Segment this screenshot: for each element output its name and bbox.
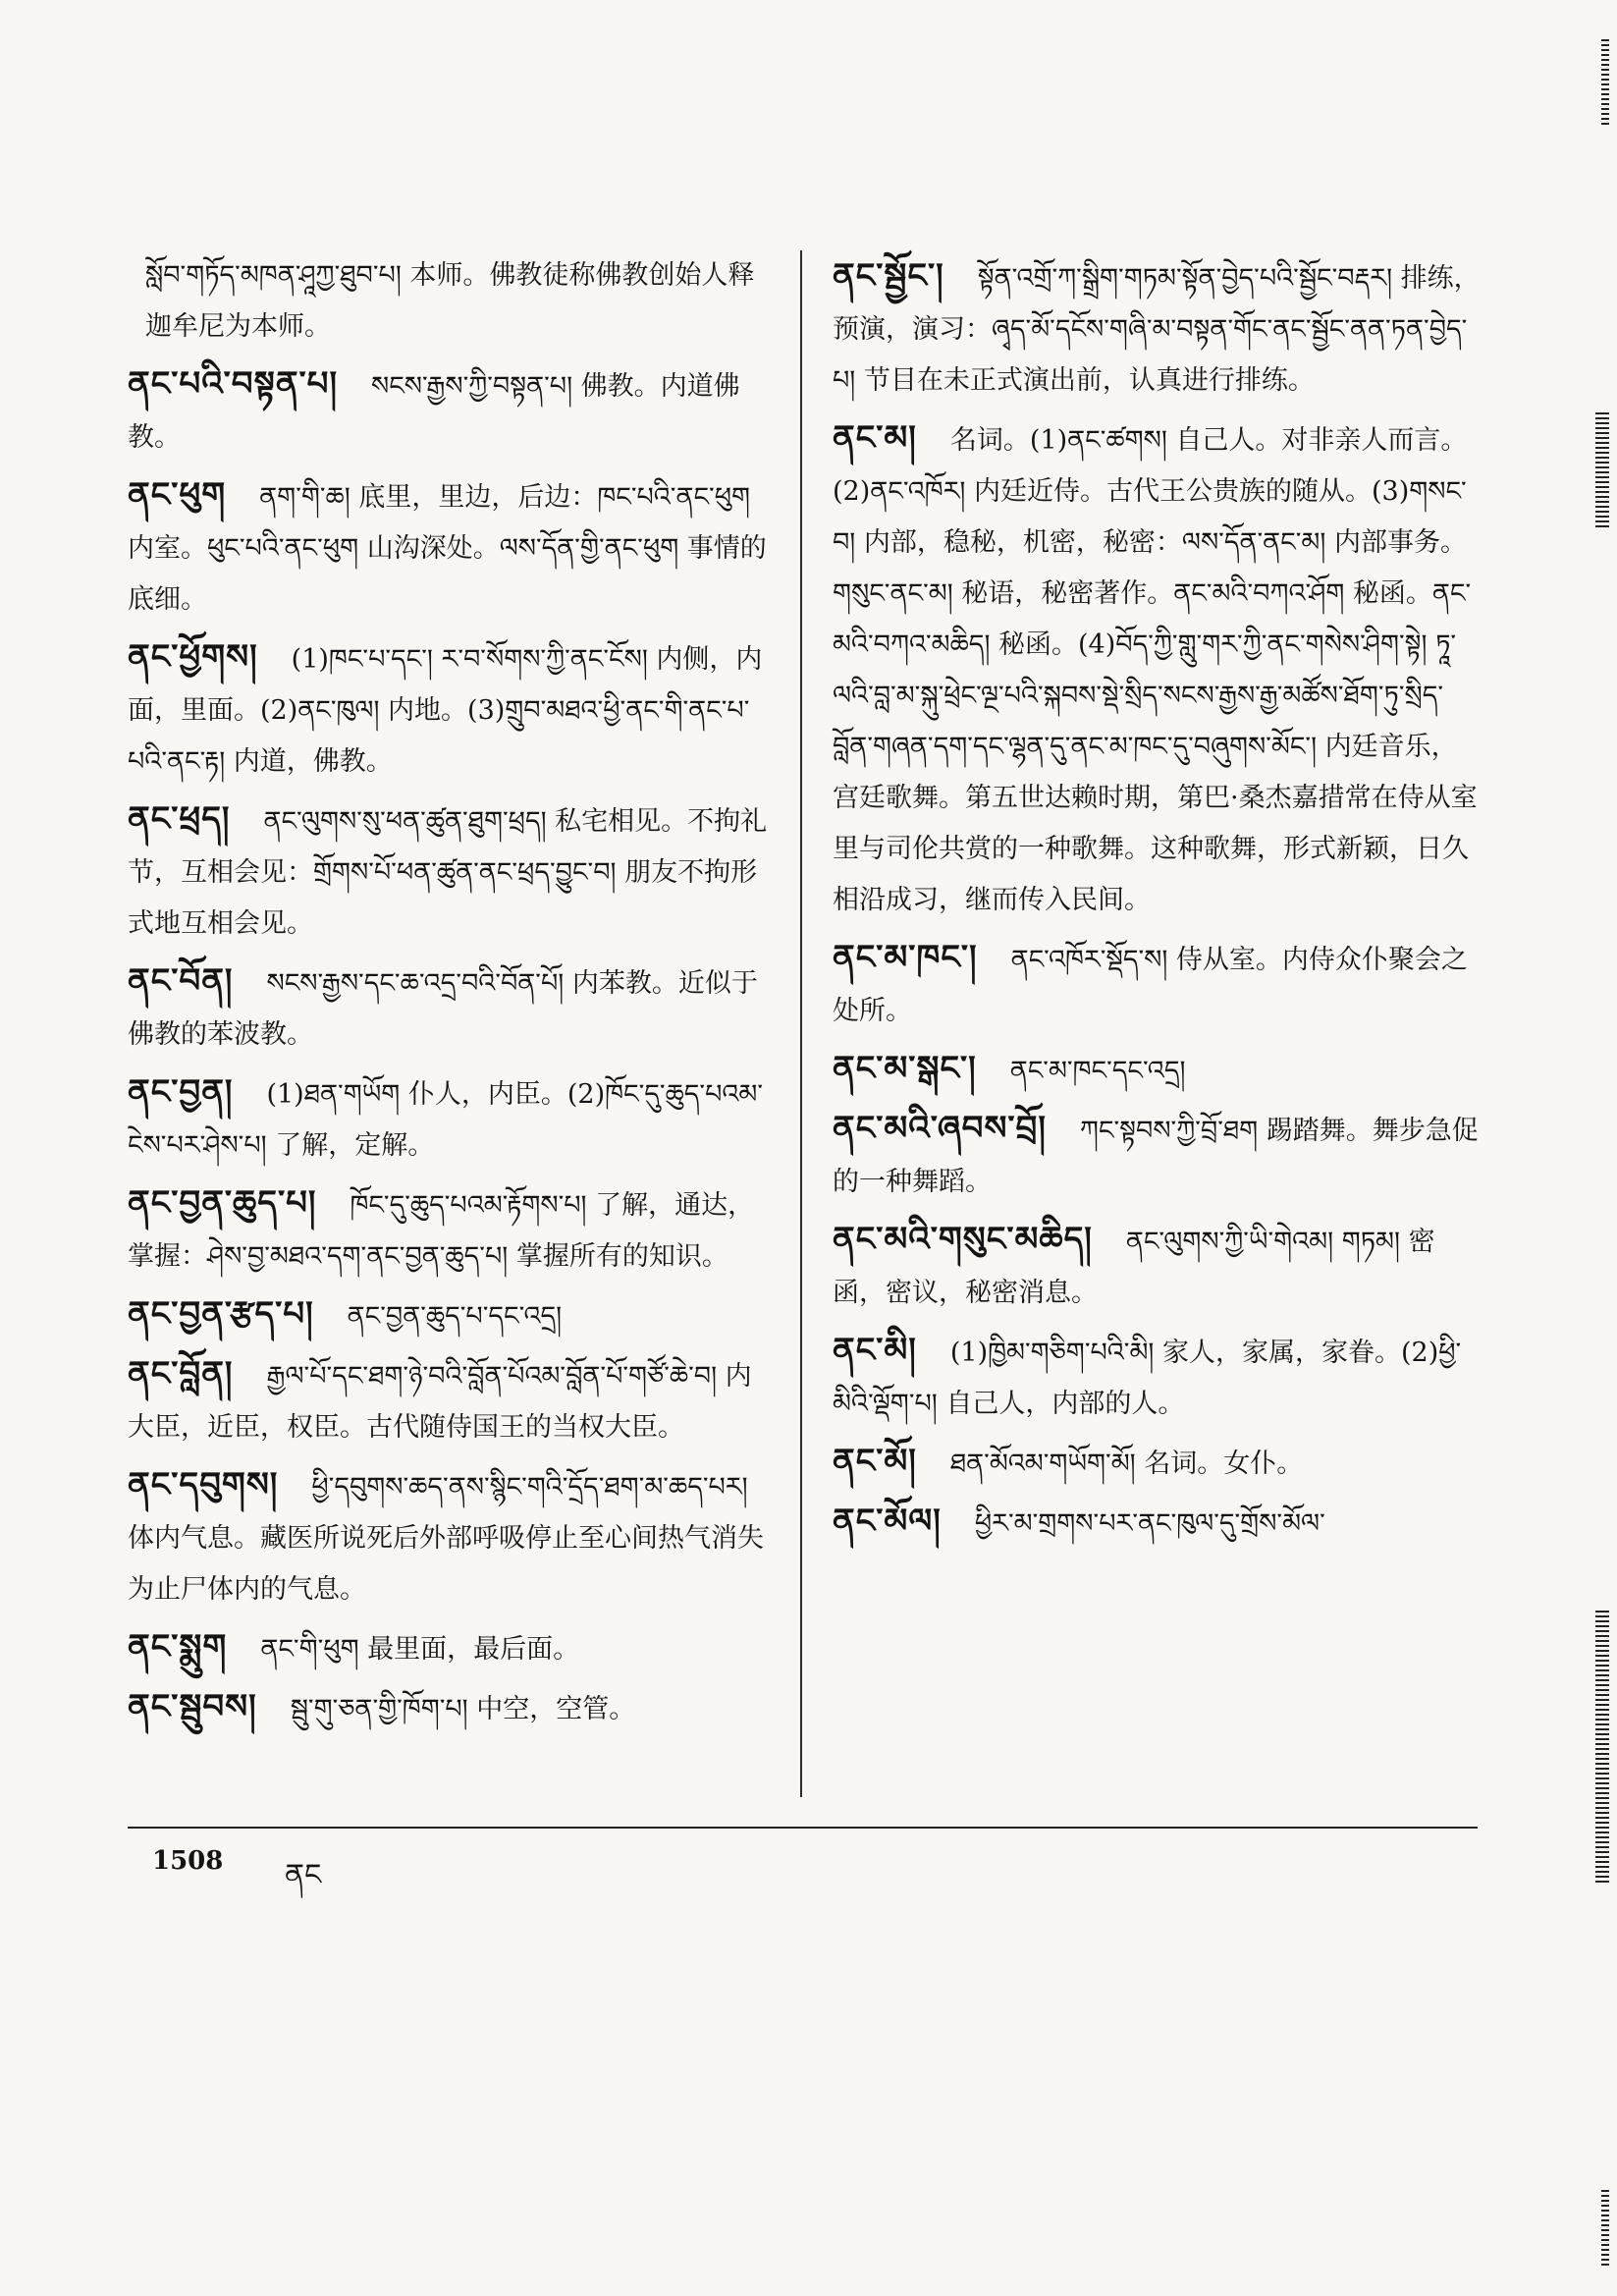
dictionary-entry [128, 1621, 776, 1675]
entry-headword: ནང་བྱན་རྩད་པ། [128, 1294, 314, 1334]
dictionary-entry [128, 1177, 776, 1283]
entry-headword: ནང་མ་སྒང་། [833, 1049, 977, 1088]
entry-headword: ནང་མོལ། [833, 1502, 942, 1541]
entry-definition: ཐན་མོའམ་གཡོག་མོ། 名词。女仆。 [949, 1449, 1304, 1479]
dictionary-entry [128, 793, 776, 950]
entry-headword: ནང་བྱན། [128, 1072, 234, 1112]
dictionary-entry [128, 1066, 776, 1172]
dictionary-entry [833, 1043, 1481, 1097]
dictionary-entry [833, 412, 1481, 926]
entry-definition: ཕྱིར་མ་གྲགས་པར་ནང་ཁུལ་དུ་གྲོས་མོལ་ [974, 1508, 1325, 1539]
entry-definition: སློབ་གཏོད་མཁན་ཤཱཀྱ་ཐུབ་པ། 本师。佛教徒称佛教创始人释迦牟尼为本师。 [145, 260, 755, 342]
scan-edge-mark [1595, 1611, 1609, 1886]
dictionary-entry [833, 1103, 1481, 1208]
dictionary-entry [833, 932, 1481, 1037]
entry-headword: ནང་སྦྱོང་། [833, 256, 944, 296]
entry-headword: ནང་མ་ཁང་། [833, 938, 978, 977]
scan-edge-mark [1601, 2190, 1609, 2269]
dictionary-entry [128, 469, 776, 626]
scan-edge-mark [1595, 412, 1609, 530]
entry-definition: ཁོང་དུ་ཆུད་པའམ་རྟོགས་པ། 了解，通达，掌握：ཤེས་བྱ་མཐའ་དག་ནང་བྱན་ཆུད་པ། 掌握所有的知识。 [128, 1190, 755, 1272]
entry-definition: སངས་རྒྱས་དང་ཆ་འདྲ་བའི་བོན་པོ། 内苯教。近似于佛教的苯波教。 [128, 968, 758, 1050]
entry-definition: སྦུ་གུ་ཅན་གྱི་ཁོག་པ། 中空，空管。 [290, 1694, 636, 1724]
entry-definition: ནང་ལུགས་སུ་ཕན་ཚུན་ཐུག་ཕྲད། 私宅相见。不拘礼节，互相会见：གྲོགས་པོ་ཕན་ཚུན་ནང་ཕྲད་བྱུང་བ། 朋友不拘形式地互相会见。 [128, 806, 768, 939]
dictionary-entry [128, 631, 776, 788]
entry-headword: ནང་དབུགས། [128, 1465, 279, 1504]
dictionary-entry [833, 1436, 1481, 1490]
entry-definition: ནང་འཁོར་སྡོད་ས། 侍从室。内侍众仆聚会之处所。 [833, 945, 1468, 1026]
entry-headword: ནང་བློན། [128, 1354, 234, 1394]
dictionary-entry [833, 1325, 1481, 1430]
dictionary-entry [128, 358, 776, 464]
entry-headword: ནང་མི། [833, 1331, 917, 1370]
entry-headword: ནང་བོན། [128, 961, 234, 1001]
entry-headword: ནང་པའི་བསྟན་པ། [128, 364, 338, 404]
entry-definition: ནང་གི་ཕུག 最里面，最后面。 [260, 1634, 580, 1665]
entry-definition: སངས་རྒྱས་ཀྱི་བསྟན་པ། 佛教。内道佛教。 [128, 371, 740, 453]
dictionary-entry [128, 1459, 776, 1615]
entry-headword: ནང་མ། [833, 418, 917, 458]
dictionary-entry [128, 250, 776, 353]
entry-headword: ནང་ཕུག [128, 475, 227, 515]
page-number: 1508 [152, 1846, 224, 1876]
entry-definition: ཀང་སྟབས་ཀྱི་བྲོ་ཐག 踢踏舞。舞步急促的一种舞蹈。 [833, 1116, 1479, 1197]
dictionary-entry [833, 250, 1481, 407]
entry-definition: (1)ཐན་གཡོག 仆人，内臣。(2)ཁོང་དུ་ཆུད་པའམ་ངེས་པར་ཤེས་པ། 了解，定解。 [128, 1079, 764, 1161]
right-column [833, 250, 1481, 1556]
left-column [128, 250, 776, 1741]
section-letter: ནང [285, 1858, 322, 1892]
entry-headword: ནང་ཕྲད། [128, 799, 231, 839]
entry-headword: ནང་ཕྱོགས། [128, 637, 258, 677]
dictionary-entry [128, 1288, 776, 1342]
entry-definition: སྟོན་འགྲོ་ཀ་སྒྲིག་གཏམ་སྟོན་བྱེད་པའི་སྦྱོང་བརྡར། 排练，预演，演习：ཞྭད་མོ་དངོས་གཞི་མ་བསྟན་གོང་ནང་སྦྱོང་ནན་ཏན་བྱེད་པ། 节目在未正式演出前，认真进行排练。 [833, 263, 1481, 396]
column-divider [800, 250, 802, 1797]
entry-headword: ནང་མའི་ཞབས་བྲོ། [833, 1109, 1047, 1148]
entry-headword: ནང་མའི་གསུང་མཆིད། [833, 1220, 1093, 1259]
entry-definition: ཕྱི་དབུགས་ཆད་ནས་སྙིང་གའི་དྲོད་ཐག་མ་ཆད་པར། 体内气息。藏医所说死后外部呼吸停止至心间热气消失为止尸体内的气息。 [128, 1472, 764, 1605]
entry-definition: རྒྱལ་པོ་དང་ཐག་ཉེ་བའི་བློན་པོའམ་བློན་པོ་གཙོ་ཆེ་བ། 内大臣，近臣，权臣。古代随侍国王的当权大臣。 [128, 1361, 752, 1443]
entry-definition: (1)ཁྱིམ་གཅིག་པའི་མི། 家人，家属，家眷。(2)ཕྱི་མིའི་ལྡོག་པ། 自己人，内部的人。 [833, 1338, 1462, 1419]
entry-definition: ནག་གི་ཆ། 底里，里边，后边：ཁང་པའི་ནང་ཕུག 内室。ཕུང་པའི་ནང་ཕུག 山沟深处。ལས་དོན་གྱི་ནང་ཕུག 事情的底细。 [128, 482, 767, 615]
entry-headword: ནང་སྦུབས། [128, 1687, 257, 1726]
dictionary-entry [128, 1681, 776, 1735]
scan-edge-mark [1601, 39, 1609, 128]
entry-headword: ནང་མོ། [833, 1442, 917, 1481]
entry-headword: ནང་བྱན་ཆུད་པ། [128, 1183, 317, 1223]
entry-definition: ནང་བྱན་ཆུད་པ་དང་འདྲ། [347, 1301, 563, 1332]
entry-headword: ནང་སྨུག [128, 1627, 228, 1667]
dictionary-entry [128, 1348, 776, 1453]
entry-definition: 名词。(1)ནང་ཚགས། 自己人。对非亲人而言。(2)ནང་འཁོར། 内廷近侍。古代王公贵族的随从。(3)གསང་བ། 内部，稳秘，机密，秘密：ལས་དོན་ནང་མ། 内部事务。གསུང་ནང་མ། 秘语，秘密著作。ནང་མའི་བཀའ་ཤོག 秘函。ནང་མའི་བཀའ་མཆིད། 秘函。(4)བོད་ཀྱི་གླུ་གར་ཀྱི་ནང་གསེས་ཤིག་སྟེ། ཏཱ་ལའི་བླ་མ་སྐུ་ཕྲེང་ལྔ་པའི་སྐབས་སྡེ་སྲིད་སངས་རྒྱས་རྒྱ་མཚོས་ཐོག་ཏུ་སྲིད་བློན་གཞན་དག་དང་ལྷན་དུ་ནང་མ་ཁང་དུ་བཞུགས་མོང་། 内廷音乐，宫廷歌舞。第五世达赖时期，第巴·桑杰嘉措常在侍从室里与司伦共赏的一种歌舞。这种歌舞，形式新颖，日久相沿成习，继而传入民间。 [833, 425, 1478, 915]
dictionary-entry [128, 956, 776, 1061]
entry-definition: ནང་མ་ཁང་དང་འདྲ། [1009, 1056, 1186, 1086]
dictionary-entry [833, 1496, 1481, 1550]
entry-definition: ནང་ལུགས་ཀྱི་ཡི་གེའམ། གཏམ། 密函，密议，秘密消息。 [833, 1227, 1435, 1308]
entry-definition: (1)ཁང་པ་དང་། ར་བ་སོགས་ཀྱི་ནང་ངོས། 内侧，内面，里面。(2)ནང་ཁུལ། 内地。(3)གྲུབ་མཐའ་ཕྱི་ནང་གི་ནང་པ་པའི་ནང་རྟ། 内道，佛教。 [128, 644, 763, 777]
dictionary-entry [833, 1214, 1481, 1319]
footer-rule [128, 1827, 1478, 1829]
